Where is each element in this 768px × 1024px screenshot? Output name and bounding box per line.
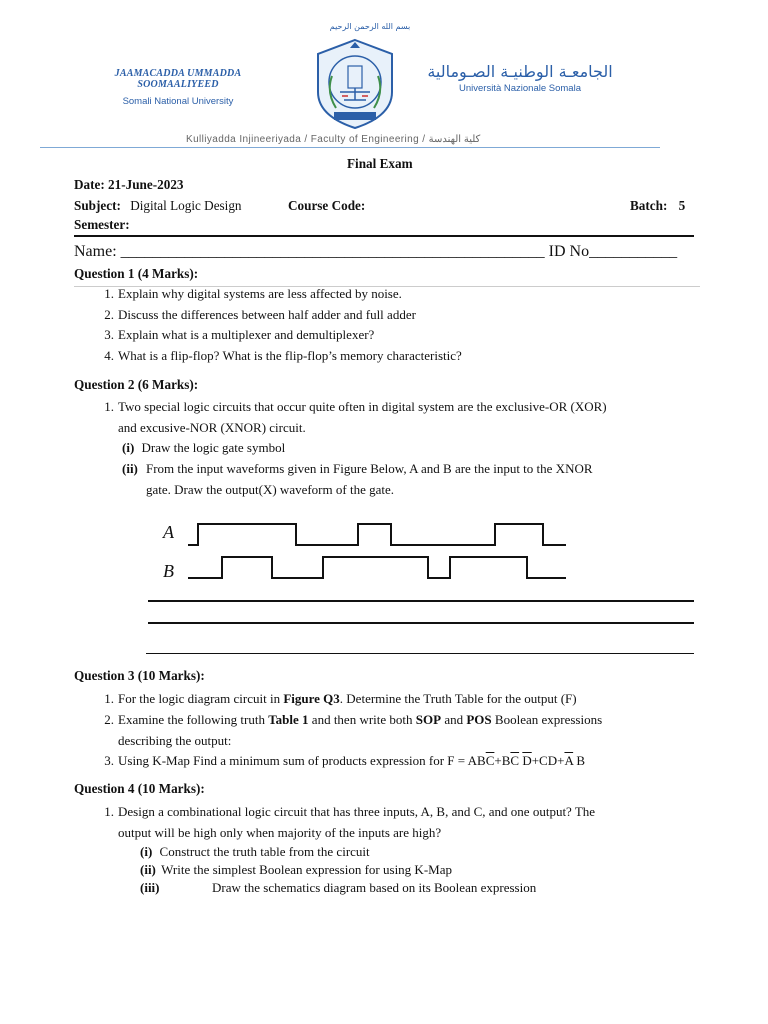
waveform-a — [188, 524, 566, 545]
bismillah-text: بسم الله الرحمن الرحيم — [329, 22, 411, 31]
university-name-right — [420, 62, 620, 94]
q4-sub-i: (i) Construct the truth table from the circuit — [140, 844, 370, 859]
header-divider — [40, 147, 660, 148]
list-item: 2. Discuss the differences between half adder and full adder — [104, 306, 416, 322]
university-emblem-logo — [312, 36, 398, 132]
q1-list — [92, 284, 692, 366]
waveform-label-a: A — [163, 522, 174, 542]
university-italian-name: Università Nazionale Somala — [459, 83, 581, 94]
q4-sub-iii: (iii) Draw the schematics diagram based on its Boolean expression — [140, 880, 537, 895]
university-arabic-name: الجامعـة الوطنيـة الصـومالية — [427, 62, 613, 81]
q2-sub-i: (i) Draw the logic gate symbol — [122, 440, 286, 455]
q2-sub-ii: (ii) From the input waveforms given in Figure Below, A and B are the input to the XNOR gate. Draw the output(X) waveform of the gate. — [122, 461, 593, 497]
list-item: 4. What is a flip-flop? What is the flip-flop’s memory characteristic? — [104, 347, 462, 363]
waveform-label-b: B — [163, 561, 174, 581]
university-name-left — [78, 68, 278, 107]
batch-label: Batch: — [630, 198, 668, 213]
answer-line-1 — [148, 600, 694, 602]
q4-sub-ii: (ii) Write the simplest Boolean expression for using K-Map — [140, 862, 452, 877]
exam-date: Date: 21-June-2023 — [74, 177, 184, 192]
university-somali-name: JAAMACADDA UMMADDA SOOMAALIYEED — [114, 68, 242, 90]
q3-title: Question 3 (10 Marks): — [74, 668, 205, 683]
university-english-name: Somali National University — [122, 96, 234, 107]
waveform-b — [188, 557, 566, 578]
batch-row — [630, 196, 685, 216]
input-waveforms-figure — [180, 515, 580, 585]
answer-line-2 — [148, 622, 694, 624]
answer-line-3 — [146, 653, 694, 654]
name-id-line: Name: _____________________________________________________ ID No___________ — [74, 243, 678, 260]
faculty-line: Kulliyadda Injineeriyada / Faculty of Engineering / كلية الهندسة — [186, 134, 481, 145]
q2-title: Question 2 (6 Marks): — [74, 377, 199, 392]
q1-title: Question 1 (4 Marks): — [74, 266, 199, 281]
semester-label: Semester: — [74, 217, 130, 232]
subject-row — [74, 196, 242, 216]
boolean-expression: Using K-Map Find a minimum sum of products expression for $F = AB\overline{C}+B\overline{C}$ $\overline{D}+CD+\overline{A}$ B — [118, 753, 586, 768]
batch-value: 5 — [678, 198, 686, 213]
subject-value: Digital Logic Design — [130, 198, 242, 213]
subject-label: Subject: — [74, 198, 121, 213]
exam-title: Final Exam — [347, 156, 413, 171]
course-code-label: Course Code: — [288, 198, 366, 213]
q4-title: Question 4 (10 Marks): — [74, 781, 205, 796]
info-divider — [74, 235, 694, 237]
list-item: 3. Explain what is a multiplexer and demultiplexer? — [104, 327, 375, 342]
list-item: 1. Explain why digital systems are less affected by noise. — [104, 286, 402, 301]
